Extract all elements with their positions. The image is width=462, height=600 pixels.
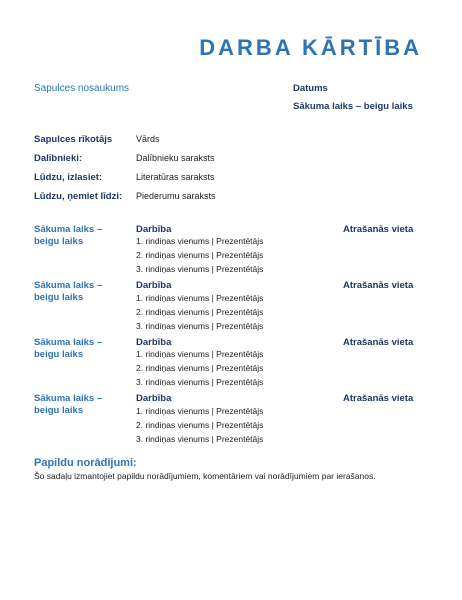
agenda-item: 3. rindiņas vienums | Prezentētājs [136,264,264,274]
agenda-time: Sākuma laiks – [34,337,103,348]
agenda-time: Sākuma laiks – [34,224,103,235]
agenda-action: Darbība [136,224,172,235]
agenda-action: Darbība [136,280,172,291]
agenda-location: Atrašanās vieta [343,280,414,291]
organizer-label: Sapulces rīkotājs [34,134,113,145]
agenda-item: 2. rindiņas vienums | Prezentētājs [136,307,264,317]
agenda-time-end: beigu laiks [34,292,84,303]
agenda-location: Atrašanās vieta [343,224,414,235]
agenda-location: Atrašanās vieta [343,337,414,348]
agenda-item: 3. rindiņas vienums | Prezentētājs [136,377,264,387]
organizer-value: Vārds [136,134,160,144]
read-value: Literatūras saraksts [136,172,215,182]
bring-value: Piederumu saraksts [136,191,216,201]
attendees-value: Dalībnieku saraksts [136,153,215,163]
agenda-item: 1. rindiņas vienums | Prezentētājs [136,406,264,416]
notes-text: Šo sadaļu izmantojiet papildu norādījumiem, komentāriem vai norādījumiem par ierašanos. [34,471,376,481]
agenda-time-end: beigu laiks [34,405,84,416]
agenda-item: 2. rindiņas vienums | Prezentētājs [136,250,264,260]
agenda-item: 3. rindiņas vienums | Prezentētājs [136,434,264,444]
agenda-time-end: beigu laiks [34,349,84,360]
agenda-time-end: beigu laiks [34,236,84,247]
agenda-time: Sākuma laiks – [34,280,103,291]
attendees-label: Dalībnieki: [34,153,83,164]
meeting-name: Sapulces nosaukums [34,83,130,94]
agenda-action: Darbība [136,393,172,404]
bring-label: Lūdzu, ņemiet līdzi: [34,191,123,202]
page-title: DARBA KĀRTĪBA [199,35,422,60]
time-label: Sākuma laiks – beigu laiks [293,101,413,112]
notes-title: Papildu norādījumi: [34,457,137,469]
read-label: Lūdzu, izlasiet: [34,172,103,183]
agenda-item: 1. rindiņas vienums | Prezentētājs [136,236,264,246]
date-label: Datums [293,83,328,94]
agenda-item: 3. rindiņas vienums | Prezentētājs [136,321,264,331]
agenda-time: Sākuma laiks – [34,393,103,404]
agenda-item: 2. rindiņas vienums | Prezentētājs [136,363,264,373]
agenda-item: 1. rindiņas vienums | Prezentētājs [136,349,264,359]
agenda-action: Darbība [136,337,172,348]
agenda-location: Atrašanās vieta [343,393,414,404]
agenda-item: 2. rindiņas vienums | Prezentētājs [136,420,264,430]
agenda-item: 1. rindiņas vienums | Prezentētājs [136,293,264,303]
